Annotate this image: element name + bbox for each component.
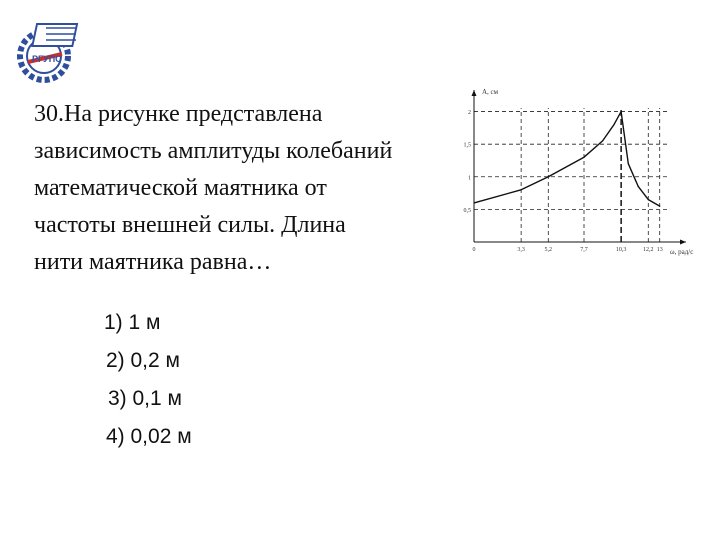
data-point [548,176,549,177]
x-tick-label: 10,3 [615,247,627,253]
x-axis-label: ω, рад/с [670,248,694,256]
answer-options [104,305,324,457]
series-line [474,112,660,207]
question-text [34,96,464,281]
answer-option[interactable]: 1) 1 м [104,311,161,334]
data-point [638,186,639,187]
answer-option[interactable]: 2) 0,2 м [106,349,180,372]
question-line: нити маятника равна… [34,249,272,275]
x-tick-label: 0 [472,247,476,253]
question-line: 30.На рисунке представлена [34,101,323,127]
resonance-chart [460,82,710,262]
data-point [521,189,522,190]
chart-axes [472,90,687,245]
data-point [621,111,622,112]
x-tick-label: 13 [656,247,663,253]
x-axis-arrow [680,240,686,245]
data-point [473,202,474,203]
y-tick-label: 1 [468,175,471,182]
y-tick-label: 0,5 [463,207,471,214]
y-axis-arrow [472,90,477,96]
question-line: частоты внешней силы. Длина [34,212,346,238]
logo-text: РГУПС [32,54,62,64]
answer-option[interactable]: 3) 0,1 м [108,387,182,410]
question-line: зависимость амплитуды колебаний [34,138,393,164]
data-point [628,163,629,164]
x-tick-label: 7,7 [580,247,588,253]
x-tick-label: 12,2 [643,247,654,253]
data-point [613,124,614,125]
data-point [648,199,649,200]
y-tick-label: 1,5 [463,142,471,149]
data-point [602,140,603,141]
answer-option[interactable]: 4) 0,02 м [106,425,192,448]
question-line: математической маятника от [34,175,327,201]
y-tick-label: 2 [468,110,471,117]
data-point [659,206,660,207]
data-point [583,157,584,158]
chart-series [473,111,660,207]
y-axis-label: A, см [482,88,499,96]
chart-ticks [464,110,663,253]
chart-grid [474,108,668,242]
university-logo [6,10,86,88]
x-tick-label: 3,3 [517,247,525,253]
x-tick-label: 5,2 [544,247,553,253]
